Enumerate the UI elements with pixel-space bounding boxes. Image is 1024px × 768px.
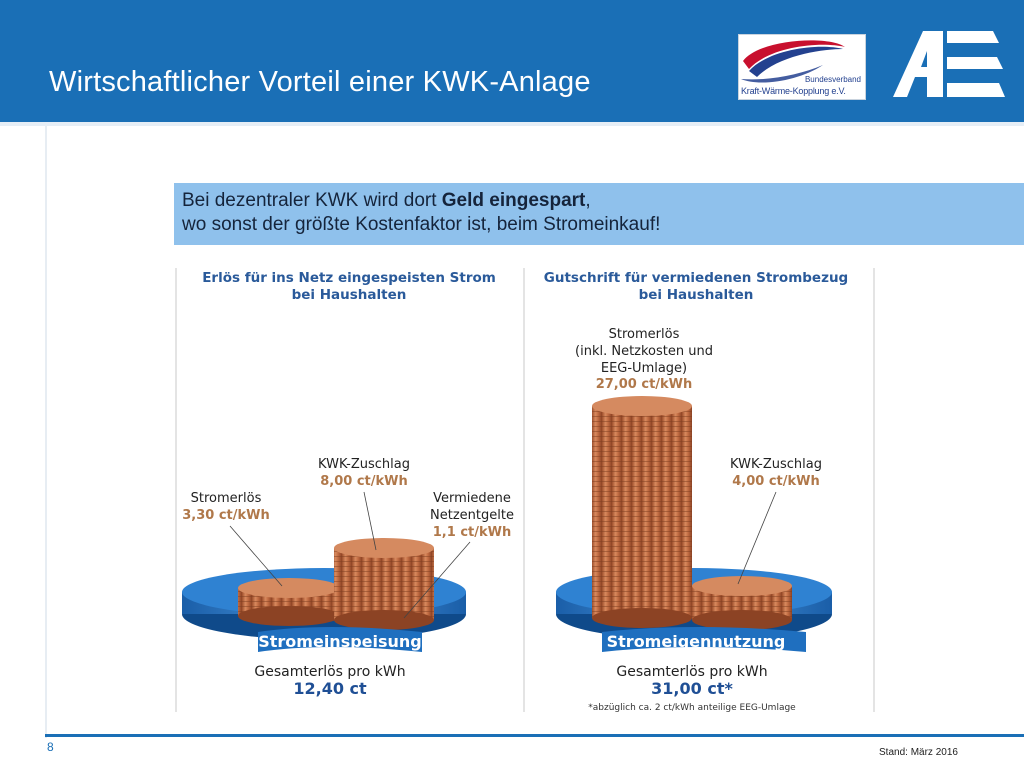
page-number: 8 xyxy=(47,740,54,754)
right-plate-label: Stromeigennutzung xyxy=(606,632,786,651)
right-coinstack-strom-base xyxy=(592,608,692,628)
left-total-value: 12,40 ct xyxy=(293,679,367,698)
left-heading-line2: bei Haushalten xyxy=(291,287,407,303)
right-footnote: *abzüglich ca. 2 ct/kWh anteilige EEG-Umlage xyxy=(588,703,796,713)
left-label-netz-line2: Netzentgelte xyxy=(430,508,514,523)
left-coinstack-kwk xyxy=(334,548,434,620)
right-coinstack-strom xyxy=(592,406,692,618)
infographic xyxy=(172,262,877,717)
left-value-stromerloes: 3,30 ct/kWh xyxy=(182,508,270,523)
left-value-netz: 1,1 ct/kWh xyxy=(432,525,512,540)
callout-line2: wo sonst der größte Kostenfaktor ist, beim Stromeinkauf! xyxy=(182,214,661,235)
right-label-kwk: KWK-Zuschlag xyxy=(730,457,822,472)
callout-bold-text: Geld eingespart xyxy=(441,190,586,211)
left-coinstack-kwk-base xyxy=(334,610,434,630)
left-total-label: Gesamterlös pro kWh xyxy=(254,664,406,680)
left-coinstack-stromerloes-top xyxy=(238,578,340,598)
right-total-label: Gesamterlös pro kWh xyxy=(616,664,768,680)
header-bar xyxy=(0,0,1024,122)
callout-box xyxy=(174,183,1024,245)
left-coinstack-stromerloes-base xyxy=(238,606,340,626)
bkwk-logo-line2: Kraft-Wärme-Kopplung e.V. xyxy=(741,86,846,96)
left-label-kwk: KWK-Zuschlag xyxy=(318,457,410,472)
right-label-strom-line1: Stromerlös xyxy=(608,327,680,342)
left-heading-line1: Erlös für ins Netz eingespeisten Strom xyxy=(202,270,496,286)
left-coinstack-kwk-top xyxy=(334,538,434,558)
bkwk-logo-line1: Bundesverband xyxy=(804,75,861,84)
callout-text-part1: Bei dezentraler KWK wird dort xyxy=(182,190,442,211)
right-heading-line2: bei Haushalten xyxy=(638,287,754,303)
footer-divider xyxy=(45,734,1024,737)
page-title: Wirtschaftlicher Vorteil einer KWK-Anlage xyxy=(49,66,591,98)
right-pointer-kwk xyxy=(738,492,776,584)
stand-date: Stand: März 2016 xyxy=(879,747,958,758)
left-label-stromerloes: Stromerlös xyxy=(190,491,262,506)
right-total-value: 31,00 ct* xyxy=(651,679,733,698)
header-divider xyxy=(0,122,1024,126)
callout-line1 xyxy=(182,189,1016,213)
infographic-canvas xyxy=(172,262,877,717)
bkwk-logo xyxy=(738,34,866,100)
right-heading-line1: Gutschrift für vermiedenen Strombezug xyxy=(543,270,849,286)
left-margin-rule xyxy=(45,126,47,738)
right-label-strom-line2: (inkl. Netzkosten und xyxy=(575,344,713,359)
left-label-netz-line1: Vermiedene xyxy=(433,491,511,506)
left-panel xyxy=(182,270,514,698)
right-value-strom: 27,00 ct/kWh xyxy=(595,377,693,392)
right-value-kwk: 4,00 ct/kWh xyxy=(732,474,820,489)
right-label-strom-line3: EEG-Umlage) xyxy=(600,361,688,376)
right-coinstack-strom-top xyxy=(592,396,692,416)
right-panel xyxy=(544,270,848,713)
right-coinstack-kwk-top xyxy=(692,576,792,596)
left-plate-label: Stromeinspeisung xyxy=(258,632,422,651)
right-coinstack-kwk-base xyxy=(692,610,792,630)
ae-logo-icon xyxy=(893,31,1005,99)
callout-text-part2: , xyxy=(585,190,591,211)
left-value-kwk: 8,00 ct/kWh xyxy=(320,474,408,489)
